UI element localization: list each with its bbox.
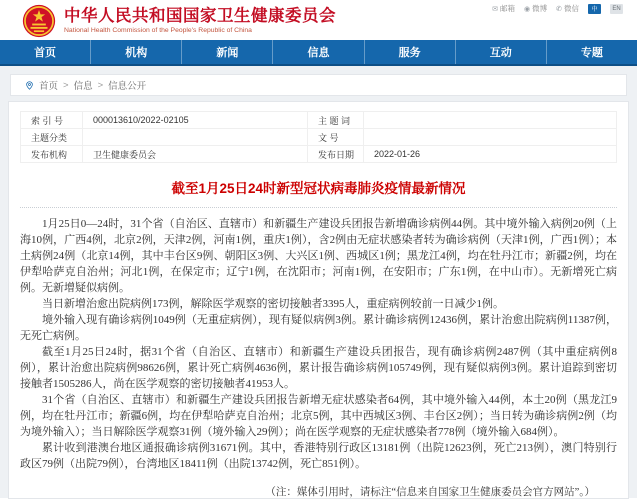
meta-value-subject-words (364, 112, 617, 129)
site-header (0, 0, 637, 40)
wechat-link-label: 微信 (564, 4, 579, 13)
wechat-icon: ✆ (556, 5, 562, 13)
table-row (21, 129, 617, 146)
meta-label-publish-date: 发布日期 (308, 146, 364, 163)
mail-icon: ✉ (492, 5, 499, 13)
mail-link-label: 邮箱 (500, 4, 516, 13)
meta-value-index-no: 000013610/2022-02105 (83, 112, 308, 129)
article-paragraph: 截至1月25日24时，据31个省（自治区、直辖市）和新疆生产建设兵团报告，现有确诊病例2487例（其中重症病例8例），累计治愈出院病例98626例，累计死亡病例4636例，累计报告确诊病例105749例，现有疑似病例3例。累计追踪到密切接触者1505286人，尚在医学观察的密切接触者41953人。 (20, 346, 617, 390)
meta-value-publish-date: 2022-01-26 (364, 146, 617, 163)
meta-label-issuing-agency: 发布机构 (21, 146, 83, 163)
table-row (21, 112, 617, 129)
nav-item-interact[interactable]: 互动 (456, 40, 547, 64)
weibo-icon: ◉ (524, 5, 531, 13)
site-subtitle: National Health Commission of the People's Republic of China (64, 27, 252, 35)
breadcrumb-info[interactable]: 信息 (73, 81, 93, 92)
main-nav (0, 40, 637, 66)
article-paragraph: 境外输入现有确诊病例1049例（无重症病例），现有疑似病例3例。累计确诊病例12436例，累计治愈出院病例11387例，无死亡病例。 (20, 314, 617, 342)
mail-link[interactable] (492, 3, 515, 14)
meta-value-doc-no (364, 129, 617, 146)
weibo-link-label: 微博 (532, 4, 548, 13)
page-background (0, 66, 637, 498)
nav-item-home[interactable]: 首页 (0, 40, 91, 64)
media-citation-note: （注：媒体引用时，请标注“信息来自国家卫生健康委员会官方网站”。） (265, 487, 595, 498)
site-title: 中华人民共和国国家卫生健康委员会 (64, 7, 336, 26)
nav-item-info[interactable]: 信息 (273, 40, 364, 64)
wechat-link[interactable] (556, 3, 579, 14)
meta-label-subject-words: 主 题 词 (308, 112, 364, 129)
nav-item-special[interactable]: 专题 (580, 47, 603, 59)
weibo-link[interactable] (524, 3, 547, 14)
article-paragraph: 当日新增治愈出院病例173例，解除医学观察的密切接触者3395人，重症病例较前一日减少1例。 (42, 298, 504, 310)
meta-value-issuing-agency: 卫生健康委员会 (83, 146, 308, 163)
header-quick-links (492, 3, 623, 14)
meta-label-category: 主题分类 (21, 129, 83, 146)
nav-item-agency[interactable]: 机构 (91, 40, 182, 64)
national-emblem-logo[interactable] (22, 4, 56, 38)
article-paragraph: 31个省（自治区、直辖市）和新疆生产建设兵团报告新增无症状感染者64例，其中境外输入44例，本土20例（黑龙江9例，均在牡丹江市；新疆6例，均在伊犁哈萨克自治州；北京5例，其中西城区3例、丰台区2例）；当日转为确诊病例2例（均为境外输入）；当日解除医学观察31例（境外输入29例）；尚在医学观察的无症状感染者778例（境外输入684例）。 (20, 394, 617, 438)
meta-label-doc-no: 文 号 (308, 129, 364, 146)
content-panel (8, 101, 629, 499)
breadcrumb-separator: > (97, 79, 104, 91)
nav-item-news[interactable]: 新闻 (182, 40, 273, 64)
breadcrumb-info-disclosure[interactable]: 信息公开 (108, 81, 147, 92)
brand-text-block (64, 7, 336, 35)
article-body (20, 216, 617, 472)
breadcrumb-separator: > (63, 79, 69, 91)
breadcrumb-home[interactable]: 首页 (39, 81, 59, 92)
breadcrumb (10, 74, 627, 96)
location-pin-icon (25, 81, 34, 90)
lang-en-button[interactable]: EN (610, 4, 623, 14)
document-meta-table (20, 111, 617, 163)
article-title: 截至1月25日24时新型冠状病毒肺炎疫情最新情况 (171, 181, 466, 196)
meta-label-index-no: 索 引 号 (21, 112, 83, 129)
table-row (21, 146, 617, 163)
article-paragraph: 累计收到港澳台地区通报确诊病例31671例。其中，香港特别行政区13181例（出院12623例，死亡213例），澳门特别行政区79例（出院79例），台湾地区18411例（出院13742例，死亡851例）。 (20, 442, 617, 470)
title-divider (20, 207, 617, 208)
article-paragraph: 1月25日0—24时，31个省（自治区、直辖市）和新疆生产建设兵团报告新增确诊病例44例。其中境外输入病例20例（上海10例，广西4例，北京2例，天津2例，河南1例，重庆1例），含2例由无症状感染者转为确诊病例（天津1例，广西1例）；本土病例24例（北京14例，其中丰台区9例、朝阳区3例、大兴区1例、西城区1例；黑龙江4例，均在牡丹江市；新疆2例，均在伊犁哈萨克自治州；河北1例，在保定市；辽宁1例，在沈阳市；河南1例，在安阳市；广东1例，在中山市）。无新增死亡病例。无新增疑似病例。 (20, 218, 617, 294)
nav-item-service[interactable]: 服务 (365, 40, 456, 64)
meta-value-category (83, 129, 308, 146)
lang-zh-button[interactable]: 中 (588, 4, 601, 14)
